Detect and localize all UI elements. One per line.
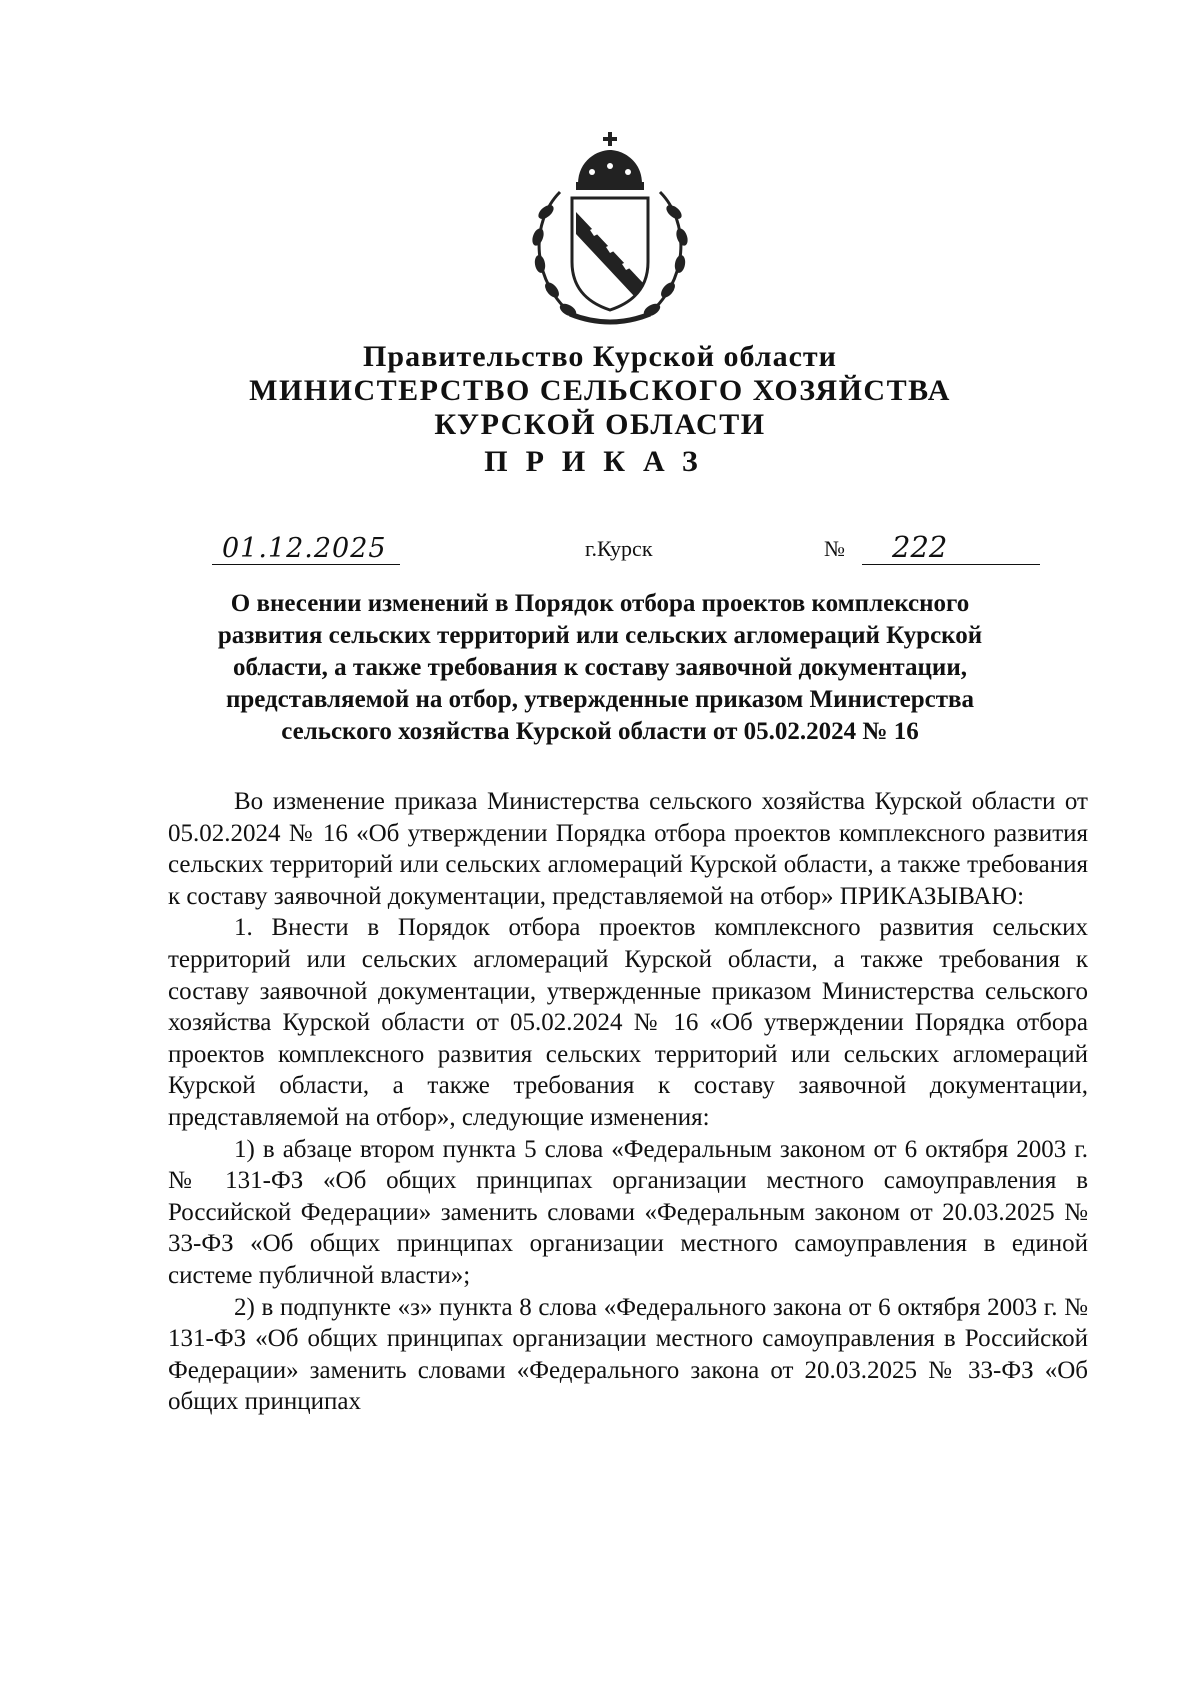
body-paragraph: 1. Внести в Порядок отбора проектов комплексного развития сельских территорий или сельских агломераций Курской области, а также требования к составу заявочной документации, утвержденные приказом Министерства сельского хозяйства Курской области от 05.02.2024 № 16 «Об утверждении Порядка отбора проектов комплексного развития сельских территорий или сельских агломераций Курской области, а также требования к составу заявочной документации, представляемой на отбор», следующие изменения: [168, 914, 1088, 1131]
body-paragraph: Во изменение приказа Министерства сельского хозяйства Курской области от 05.02.2024 № 16 «Об утверждении Порядка отбора проектов комплексного развития сельских территорий или сельских агломераций Курской области, а также требования к составу заявочной документации, представляемой на отбор» ПРИКАЗЫВАЮ: [168, 788, 1088, 910]
title-line: О внесении изменений в Порядок отбора проектов комплексного [230, 590, 970, 617]
title-line: области, а также требования к составу заявочной документации, [233, 654, 967, 681]
title-line: сельского хозяйства Курской области от 05.02.2024 № 16 [281, 718, 919, 745]
document-type: ПРИКАЗ [484, 445, 716, 478]
title-line: представляемой на отбор, утвержденные приказом Министерства [225, 686, 975, 713]
handwritten-date: 01.12.2025 [222, 533, 387, 564]
document-body [168, 786, 1088, 1418]
number-field [862, 530, 1040, 565]
handwritten-number: 222 [892, 530, 948, 564]
ministry-name-line2: КУРСКОЙ ОБЛАСТИ [434, 408, 766, 441]
date-field [212, 530, 400, 565]
body-paragraph: 2) в подпункте «з» пункта 8 слова «Федерального закона от 6 октября 2003 г. № 131-ФЗ «Об общих принципах организации местного самоуправления в Российской Федерации» заменить словами «Федерального закона от 20.03.2025 № 33-ФЗ «Об общих принципах [168, 1293, 1088, 1416]
document-meta [0, 530, 1200, 570]
number-label: № [824, 536, 845, 561]
document-title [172, 588, 1028, 748]
ministry-name-line1: МИНИСТЕРСТВО СЕЛЬСКОГО ХОЗЯЙСТВА [249, 374, 951, 407]
kursk-coat-of-arms-icon [520, 132, 700, 332]
body-paragraph: 1) в абзаце втором пункта 5 слова «Федеральным законом от 6 октября 2003 г. № 131-ФЗ «Об общих принципах организации местного самоуправления в Российской Федерации» заменить словами «Федеральным законом от 20.03.2025 № 33-ФЗ «Об общих принципах организации местного самоуправления в единой системе публичной власти»; [168, 1135, 1088, 1289]
document-header [0, 340, 1200, 480]
government-name: Правительство Курской области [363, 340, 837, 373]
title-line: развития сельских территорий или сельских агломераций Курской [217, 622, 983, 649]
city: г.Курск [585, 536, 653, 561]
